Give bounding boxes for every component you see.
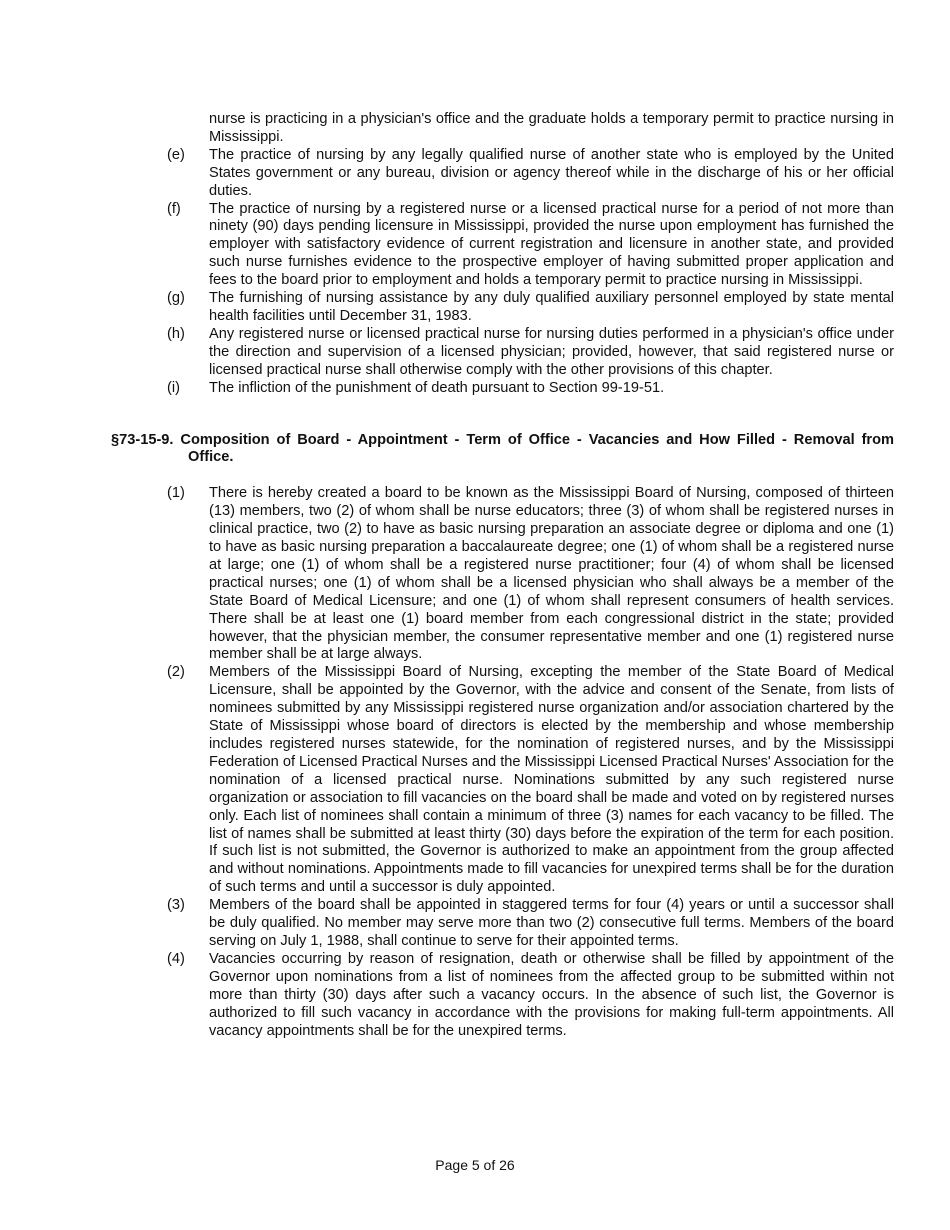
list-item-h — [167, 325, 894, 380]
page-number-footer: Page 5 of 26 — [435, 1157, 515, 1173]
list-item-f — [167, 200, 894, 291]
list-item-3 — [167, 897, 894, 951]
continuation-paragraph: nurse is practicing in a physician's office and the graduate holds a temporary permit to practice nursing in Mississippi. — [209, 111, 894, 145]
list-item-2 — [167, 664, 894, 897]
items-top-list — [0, 147, 950, 398]
item-number: (e) — [167, 146, 185, 163]
item-text: Members of the board shall be appointed in staggered terms for four (4) years or until a successor shall be duly qualified. No member may serve more than two (2) consecutive full terms. Members of the board serving on July 1, 1988, shall continue to serve for their appointed terms. — [209, 897, 894, 949]
section-items-list — [0, 485, 950, 1040]
item-number: (g) — [167, 290, 185, 307]
item-number: (1) — [167, 485, 185, 502]
item-text: Members of the Mississippi Board of Nursing, excepting the member of the State Board of Medical Licensure, shall be appointed by the Governor, with the advice and consent of the Senate, from lists of nominees submitted by any Mississippi registered nurse organization and/or association chartered by the State of Mississippi whose board of directors is elected by the membership and whose membership includes registered nurses statewide, for the nomination of registered nurses, and by the Mississippi Federation of Licensed Practical Nurses and the Mississippi Licensed Practical Nurses' Association for the nomination of a licensed practical nurse. Nominations submitted by any such registered nurse organization or association to fill vacancies on the board shall be made and voted on by registered nurses only. Each list of nominees shall contain a minimum of three (3) names for each vacancy to be filled. The list of names shall be submitted at least thirty (30) days before the expiration of the term for each position. If such list is not submitted, the Governor is authorized to make an appointment from the group affected and without nominations. Appointments made to fill vacancies for unexpired terms shall be for the duration of such terms and until a successor is duly appointed. — [209, 664, 894, 896]
item-number: (3) — [167, 897, 185, 914]
list-item-g — [167, 290, 894, 326]
item-text: Any registered nurse or licensed practical nurse for nursing duties performed in a physician's office under the direction and supervision of a licensed physician; provided, however, that said registered nurse or licensed practical nurse shall otherwise comply with the other provisions of this chapter. — [209, 325, 894, 378]
item-text: There is hereby created a board to be known as the Mississippi Board of Nursing, composed of thirteen (13) members, two (2) of whom shall be nurse educators; three (3) of whom shall be registered nurses in clinical practice, two (2) to have as basic nursing preparation an associate degree or diploma and one (1) to have as basic nursing preparation a baccalaureate degree; one (1) of whom shall be a registered nurse at large; one (1) of whom shall be a registered nurse practitioner; four (4) of whom shall be licensed practical nurses; one (1) of whom shall be a licensed physician who shall always be a member of the State Board of Medical Licensure; and one (1) of whom shall represent consumers of health services. There shall be at least one (1) board member from each congressional district in the state; provided however, that the physician member, the consumer representative member and one (1) registered nurse member shall be at large always. — [209, 485, 894, 663]
list-item-i — [167, 379, 894, 398]
item-number: (f) — [167, 200, 181, 217]
item-text: The practice of nursing by any legally qualified nurse of another state who is employed by the United States government or any bureau, division or agency thereof while in the discharge of his or her official duties. — [209, 146, 894, 199]
list-item-4 — [167, 950, 894, 1041]
page-content — [0, 111, 950, 1040]
item-number: (4) — [167, 950, 185, 967]
item-text: Vacancies occurring by reason of resignation, death or otherwise shall be filled by appointment of the Governor upon nominations from a list of nominees from the affected group to be submitted within not more than thirty (30) days after such a vacancy occurs. In the absence of such list, the Governor is authorized to fill such vacancy in accordance with the provisions for making full-term appointments. All vacancy appointments shall be for the unexpired terms. — [209, 950, 894, 1039]
list-item-1 — [167, 485, 894, 664]
list-item-e — [167, 146, 894, 201]
section-heading: §73-15-9. Composition of Board - Appointment - Term of Office - Vacancies and How Filled - Removal from Office. — [111, 431, 894, 466]
item-number: (i) — [167, 379, 180, 396]
item-number: (h) — [167, 325, 185, 342]
item-text: The furnishing of nursing assistance by any duly qualified auxiliary personnel employed by state mental health facilities until December 31, 1983. — [209, 290, 894, 324]
item-text: The infliction of the punishment of death pursuant to Section 99-19-51. — [209, 379, 665, 396]
item-text: The practice of nursing by a registered nurse or a licensed practical nurse for a period of not more than ninety (90) days pending licensure in Mississippi, provided the nurse upon employment has furnished the employer with satisfactory evidence of current registration and licensure in another state, and provided such nurse furnishes evidence to the prospective employer of having submitted proper application and fees to the board prior to employment and holds a temporary permit to practice nursing in Mississippi. — [209, 200, 894, 289]
item-number: (2) — [167, 664, 185, 681]
